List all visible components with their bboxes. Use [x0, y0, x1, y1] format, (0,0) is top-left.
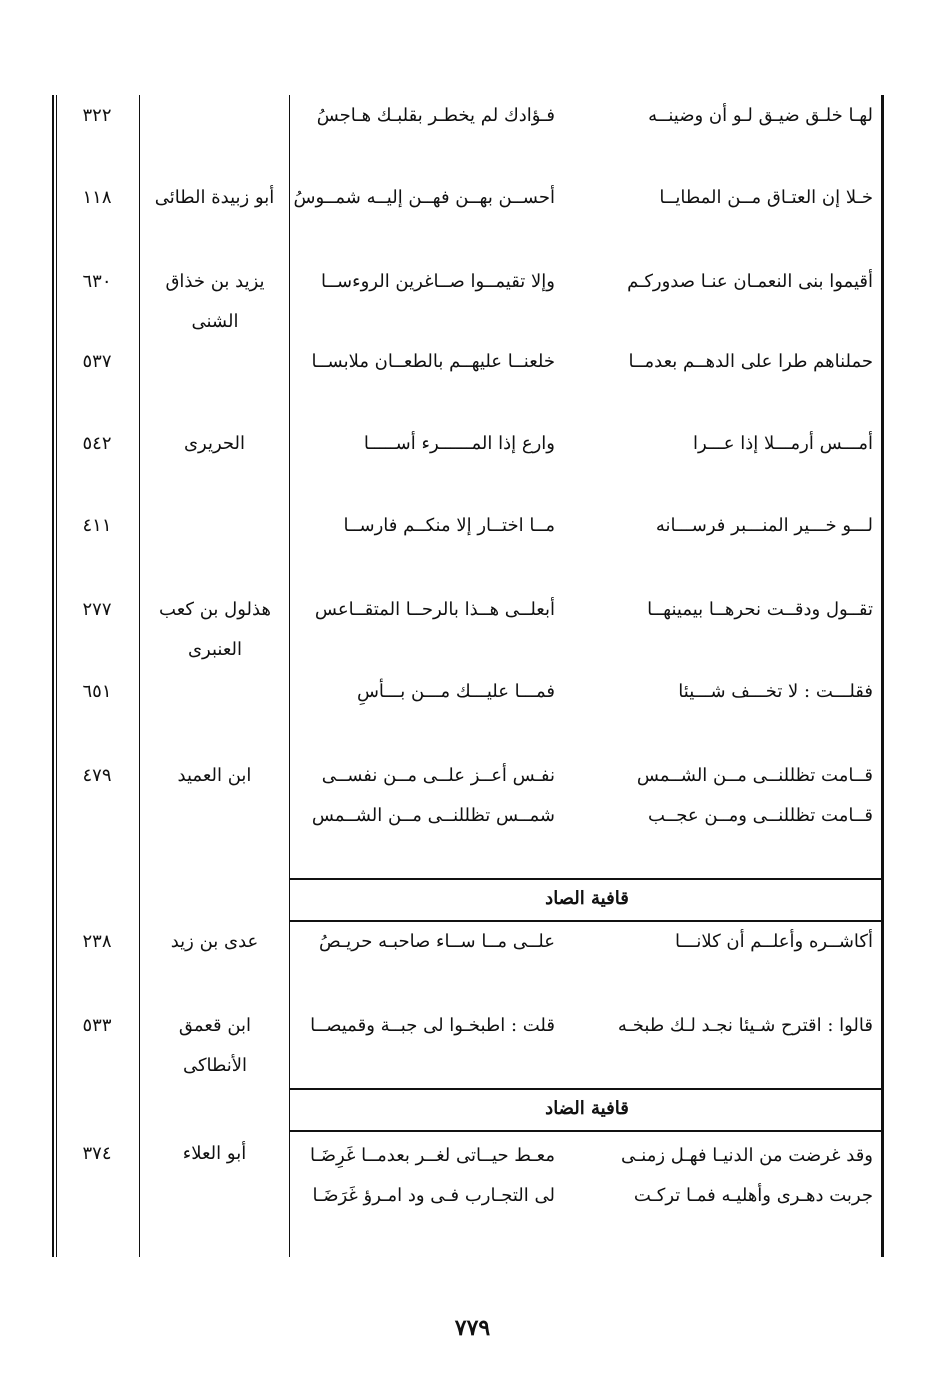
- verse-second-hemistich: فـؤادك لم يخطـر بقلبـك هـاجسُ: [316, 105, 555, 126]
- verse-first-hemistich: أكاشــره وأعلــم أن كلانـــا: [675, 931, 873, 952]
- page-number: ٧٧٩: [454, 1315, 491, 1341]
- section-header-sad: قافية الصاد: [545, 888, 629, 909]
- page-reference: ٦٣٠: [82, 271, 112, 292]
- verse-second-hemistich: نفـس أعــز علــى مــن نفســى: [321, 765, 555, 786]
- verse-first-hemistich: أقيموا بنى النعمـان عنـا صدوركـم: [627, 271, 873, 292]
- poet-name: ابن قعمق الأنطاكى: [178, 1015, 252, 1076]
- verse-second-hemistich: أبعلــى هــذا بالرحــا المتقــاعس: [314, 599, 555, 620]
- header-rule: [290, 1130, 883, 1132]
- poet-name: أبو العلاء: [182, 1143, 247, 1164]
- poet-column-divider: [289, 95, 290, 1257]
- verse-first-hemistich: جربت دهـرى وأهليـه فمـا تركـت: [633, 1185, 873, 1206]
- poet-name: عدى بن زيد: [170, 931, 259, 952]
- verse-second-hemistich: مــا اختــار إلا منكــم فارســا: [343, 515, 555, 536]
- verse-first-hemistich: وقد غرضت من الدنيـا فهـل زمنـى: [621, 1145, 873, 1166]
- verse-second-hemistich: وارع إذا المــــــرء أســـــا: [363, 433, 555, 454]
- verse-first-hemistich: خـلا إن العتـاق مــن المطايــا: [659, 187, 873, 208]
- verse-second-hemistich: علــى مــا ســاء صاحبـه حريـصُ: [318, 931, 555, 952]
- poet-name: يزيد بن خذاق الشنى: [165, 271, 265, 332]
- verse-second-hemistich: وإلا تقيمــوا صــاغرين الروءســا: [321, 271, 555, 292]
- poet-name: هذلول بن كعب العنبرى: [159, 599, 271, 660]
- page-reference: ٣٧٤: [82, 1143, 112, 1164]
- poet-name: الحريرى: [183, 433, 246, 454]
- verse-second-hemistich: لى التجـارب فـى ود امـرؤ غَرَضَـا: [312, 1185, 555, 1206]
- page-reference: ٢٣٨: [82, 931, 112, 952]
- poet-name: ابن العميد: [177, 765, 252, 786]
- verse-first-hemistich: قالوا : اقترح شـيئا نجـد لـك طبخـه: [617, 1015, 873, 1036]
- header-rule: [290, 1088, 883, 1090]
- header-rule: [290, 878, 883, 880]
- page-reference: ٥٣٣: [82, 1015, 112, 1036]
- poet-name: أبو زبيدة الطائى: [154, 187, 275, 208]
- section-header-dad: قافية الضاد: [545, 1098, 629, 1119]
- right-outer-border: [881, 95, 884, 1257]
- verse-first-hemistich: حملناهم طرا على الدهــم بعدمــا: [628, 351, 873, 372]
- page-reference: ١١٨: [82, 187, 112, 208]
- verse-first-hemistich: قــامت تظللنــى ومــن عجــب: [648, 805, 873, 826]
- verse-second-hemistich: معـط حيــاتى لغــر بعدمــا غَرِضَـا: [309, 1145, 555, 1166]
- page-reference: ٦٥١: [82, 681, 112, 702]
- verse-second-hemistich: قلت : اطبخـوا لى جبــة وقميصــا: [310, 1015, 555, 1036]
- page-reference: ٣٢٢: [82, 105, 112, 126]
- verse-first-hemistich: تقــول ودقــت نحرهــا بيمينهــا: [647, 599, 873, 620]
- verse-second-hemistich: فمـــا عليـــك مـــن بـــأسِ: [356, 681, 555, 702]
- verse-second-hemistich: شمــس تظللنــى مــن الشــمس: [311, 805, 555, 826]
- page-reference: ٢٧٧: [82, 599, 112, 620]
- page-reference: ٤٧٩: [82, 765, 112, 786]
- verse-first-hemistich: فقلـــت : لا تخـــف شـــيئا: [678, 681, 873, 702]
- verse-first-hemistich: قــامت تظللنــى مــن الشــمس: [636, 765, 873, 786]
- header-rule: [290, 920, 883, 922]
- verse-second-hemistich: خلعنــا عليهــم بالطعــان ملابســا: [311, 351, 555, 372]
- page-reference: ٤١١: [82, 515, 112, 536]
- page-reference: ٥٤٢: [82, 433, 112, 454]
- page-reference: ٥٣٧: [82, 351, 112, 372]
- verse-first-hemistich: لهـا خلـق ضيـق لـو أن وضينــه: [648, 105, 873, 126]
- verse-first-hemistich: أمـــس أرمـــلا إذا عـــرا: [693, 433, 873, 454]
- verse-second-hemistich: أحســن بهــن فهــن إليــه شمــوسُ: [293, 187, 555, 208]
- verse-first-hemistich: لـــو خـــير المنـــبر فرســـانه: [655, 515, 873, 536]
